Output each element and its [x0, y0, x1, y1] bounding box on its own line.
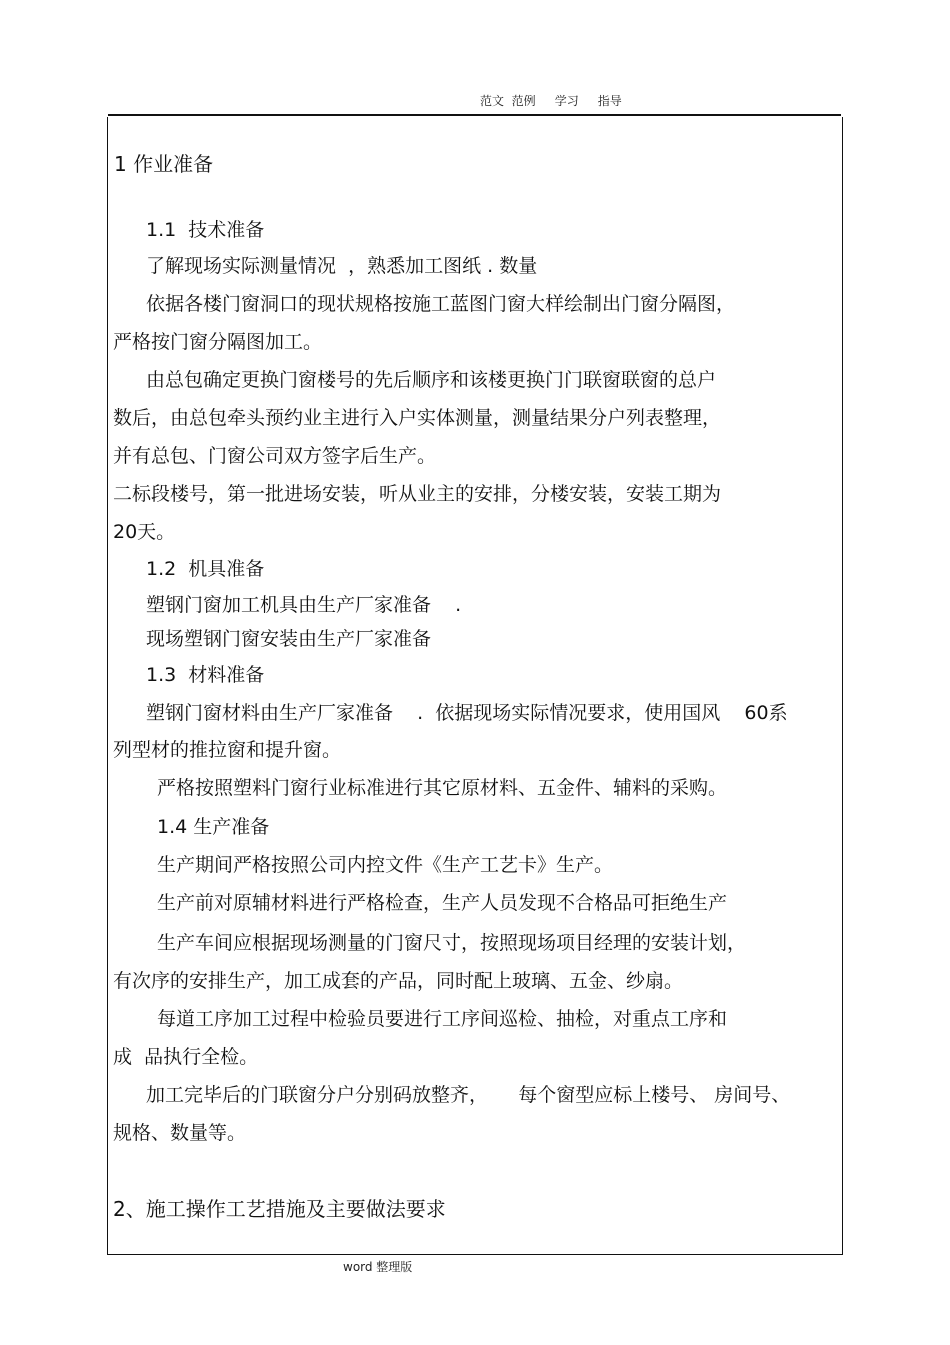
paragraph-line: 有次序的安排生产，加工成套的产品，同时配上玻璃、五金、纱扇。: [113, 970, 684, 992]
subsection-heading: 1.2 机具准备: [146, 558, 265, 580]
paragraph-line: 生产车间应根据现场测量的门窗尺寸，按照现场项目经理的安装计划，: [157, 932, 747, 954]
paragraph-line: 规格、数量等。: [113, 1122, 247, 1144]
paragraph-line: 每道工序加工过程中检验员要进行工序间巡检、抽检，对重点工序和: [157, 1008, 728, 1030]
paragraph-line: 生产期间严格按照公司内控文件《生产工艺卡》生产。: [157, 854, 614, 876]
paragraph-line: 生产前对原辅材料进行严格检查，生产人员发现不合格品可拒绝生产: [157, 892, 728, 914]
paragraph-line: 由总包确定更换门窗楼号的先后顺序和该楼更换门门联窗联窗的总户: [146, 369, 717, 391]
paragraph-line: 塑钢门窗材料由生产厂家准备 . 依据现场实际情况要求，使用国风 60系: [146, 702, 788, 724]
paragraph-line: 严格按照塑料门窗行业标准进行其它原材料、五金件、辅料的采购。: [157, 777, 728, 799]
paragraph-line: 加工完毕后的门联窗分户分别码放整齐， 每个窗型应标上楼号、 房间号、: [146, 1084, 791, 1106]
paragraph-line: 列型材的推拉窗和提升窗。: [113, 739, 342, 761]
paragraph-line: 严格按门窗分隔图加工。: [113, 331, 323, 353]
paragraph-line: 依据各楼门窗洞口的现状规格按施工蓝图门窗大样绘制出门窗分隔图，: [146, 293, 736, 315]
section-heading: 2、施工操作工艺措施及主要做法要求: [113, 1197, 446, 1221]
subsection-heading: 1.4 生产准备: [157, 816, 270, 838]
paragraph-line: 成 品执行全检。: [113, 1046, 259, 1068]
page-footer: word 整理版: [343, 1260, 413, 1274]
section-heading: 1 作业准备: [114, 152, 214, 176]
paragraph-line: 并有总包、门窗公司双方签字后生产。: [113, 445, 437, 467]
header-rule: [108, 114, 841, 116]
paragraph-line: 现场塑钢门窗安装由生产厂家准备: [146, 628, 432, 650]
subsection-heading: 1.3 材料准备: [146, 664, 265, 686]
page-header: 范文 范例 学习 指导: [480, 94, 622, 108]
paragraph-line: 塑钢门窗加工机具由生产厂家准备 .: [146, 594, 462, 616]
paragraph-line: 20天。: [113, 521, 176, 543]
paragraph-line: 二标段楼号，第一批进场安装，听从业主的安排，分楼安装，安装工期为: [113, 483, 722, 505]
subsection-heading: 1.1 技术准备: [146, 219, 265, 241]
paragraph-line: 了解现场实际测量情况 ，熟悉加工图纸 . 数量: [146, 255, 538, 277]
paragraph-line: 数后，由总包牵头预约业主进行入户实体测量，测量结果分户列表整理，: [113, 407, 722, 429]
